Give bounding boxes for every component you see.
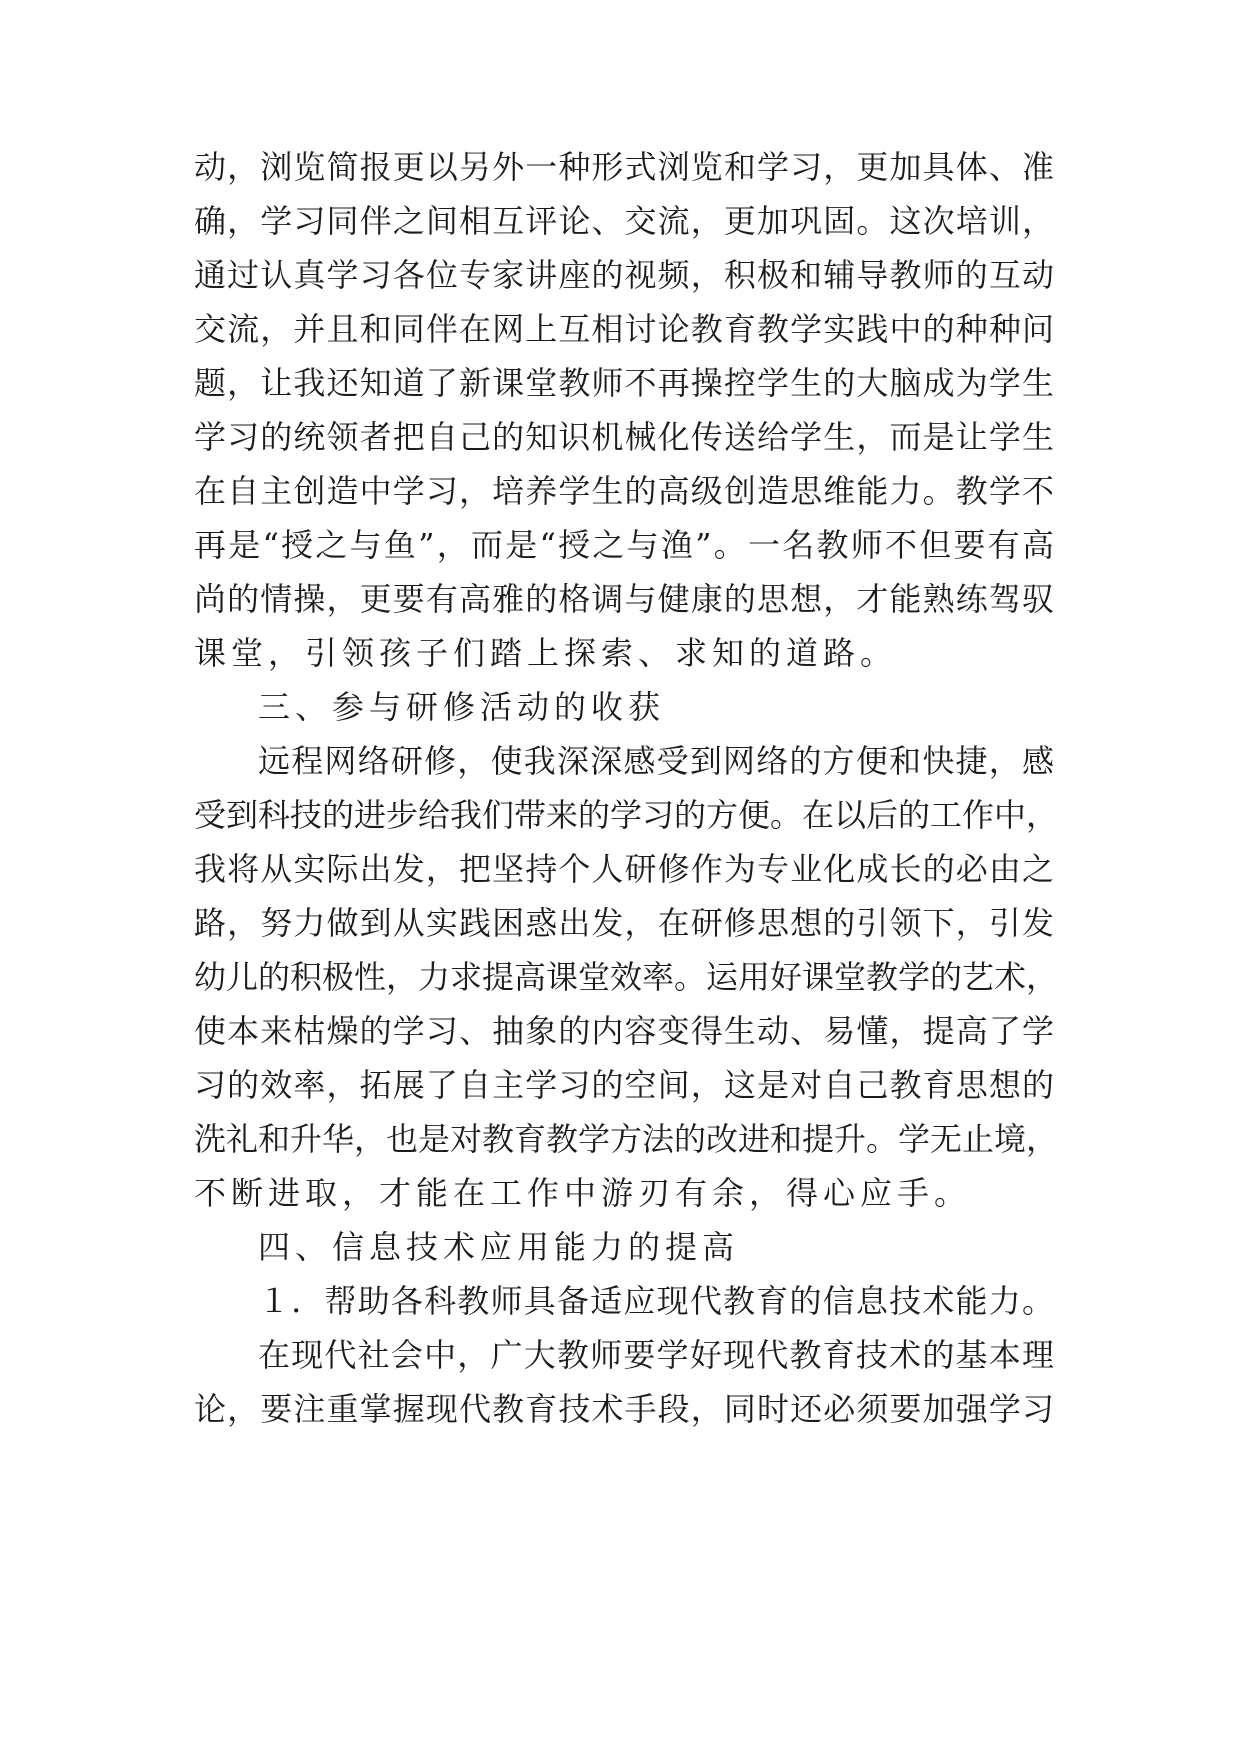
paragraph-line: 在现代社会中，广大教师要学好现代教育技术的基本理 bbox=[258, 1336, 1054, 1374]
section-heading: 三、参与研修活动的收获 bbox=[258, 688, 666, 726]
paragraph-line: 动，浏览简报更以另外一种形式浏览和学习，更加具体、准 bbox=[194, 148, 1054, 186]
paragraph-line: 远程网络研修，使我深深感受到网络的方便和快捷，感 bbox=[258, 742, 1054, 780]
paragraph-line: 受到科技的进步给我们带来的学习的方便。在以后的工作中， bbox=[194, 796, 1059, 834]
section-heading: 四、信息技术应用能力的提高 bbox=[258, 1228, 740, 1266]
numbered-item: １．帮助各科教师具备适应现代教育的信息技术能力。 bbox=[258, 1282, 1054, 1320]
paragraph-line: 学习的统领者把自己的知识机械化传送给学生，而是让学生 bbox=[194, 418, 1054, 456]
paragraph-line: 论，要注重掌握现代教育技术手段，同时还必须要加强学习 bbox=[194, 1390, 1054, 1428]
paragraph-line: 幼儿的积极性，力求提高课堂效率。运用好课堂教学的艺术， bbox=[194, 958, 1059, 996]
paragraph-line: 我将从实际出发，把坚持个人研修作为专业化成长的必由之 bbox=[194, 850, 1054, 888]
paragraph-line: 通过认真学习各位专家讲座的视频，积极和辅导教师的互动 bbox=[194, 256, 1054, 294]
paragraph-line: 课堂，引领孩子们踏上探索、求知的道路。 bbox=[194, 634, 898, 672]
paragraph-line: 使本来枯燥的学习、抽象的内容变得生动、易懂，提高了学 bbox=[194, 1012, 1054, 1050]
paragraph-line: 题，让我还知道了新课堂教师不再操控学生的大脑成为学生 bbox=[194, 364, 1054, 402]
paragraph-line: 尚的情操，更要有高雅的格调与健康的思想，才能熟练驾驭 bbox=[194, 580, 1054, 618]
paragraph-line: 不断进取，才能在工作中游刃有余，得心应手。 bbox=[194, 1174, 972, 1212]
paragraph-line: 确，学习同伴之间相互评论、交流，更加巩固。这次培训， bbox=[194, 202, 1054, 240]
paragraph-line: 交流，并且和同伴在网上互相讨论教育教学实践中的种种问 bbox=[194, 310, 1054, 348]
paragraph-line: 再是“授之与鱼”，而是“授之与渔”。一名教师不但要有高 bbox=[194, 526, 1054, 564]
paragraph-line: 习的效率，拓展了自主学习的空间，这是对自己教育思想的 bbox=[194, 1066, 1054, 1104]
paragraph-line: 在自主创造中学习，培养学生的高级创造思维能力。教学不 bbox=[194, 472, 1054, 510]
paragraph-line: 路，努力做到从实践困惑出发，在研修思想的引领下，引发 bbox=[194, 904, 1054, 942]
paragraph-line: 洗礼和升华，也是对教育教学方法的改进和提升。学无止境， bbox=[194, 1120, 1059, 1158]
